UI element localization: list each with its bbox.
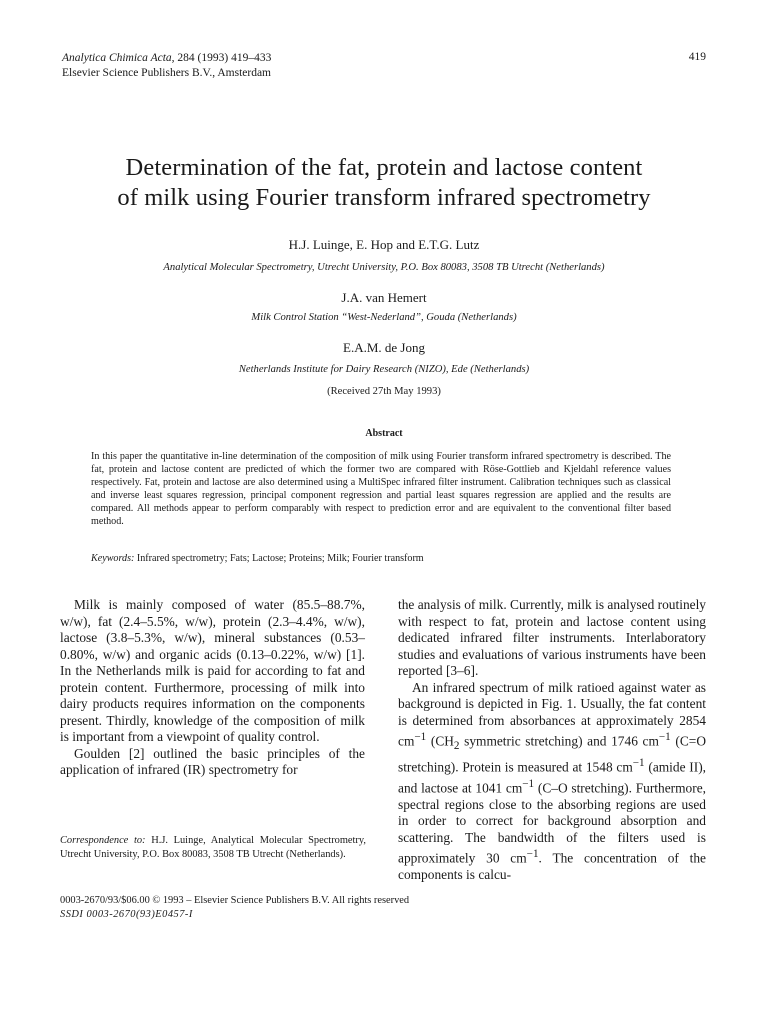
author-group-1: H.J. Luinge, E. Hop and E.T.G. Lutz	[288, 237, 480, 252]
superscript: −1	[414, 731, 427, 743]
keywords-line	[91, 553, 691, 564]
title-line-1: Determination of the fat, protein and lactose content	[125, 154, 643, 181]
author-group-3: E.A.M. de Jong	[343, 340, 425, 355]
subscript: 2	[453, 740, 460, 753]
abstract-heading: Abstract	[365, 428, 403, 439]
correspondence-label: Correspondence to:	[60, 835, 146, 846]
author-group-2: J.A. van Hemert	[341, 290, 427, 305]
body-paragraph: Milk is mainly composed of water (85.5–88.7%, w/w), fat (2.4–5.5%, w/w), protein (2.3–4.4%, w/w), lactose (3.8–5.3%, w/w), mineral substances (0.53–0.80%, w/w) and organic acids (0.13–0.22%, w/w) [1]. In the Netherlands milk is paid for according to fat and protein content. Furthermore, processing of milk into dairy products requires information on the components present. Thirdly, knowledge of the composition of milk is important from a viewpoint of quality control.	[60, 597, 365, 744]
affiliation-3: Netherlands Institute for Dairy Research (NIZO), Ede (Netherlands)	[238, 364, 530, 375]
received-date: (Received 27th May 1993)	[327, 386, 441, 397]
body-column-left	[60, 597, 365, 779]
body-paragraph: Goulden [2] outlined the basic principles of the application of infrared (IR) spectrometry for	[60, 745, 365, 777]
superscript: −1	[658, 731, 671, 743]
keywords-text: Infrared spectrometry; Fats; Lactose; Proteins; Milk; Fourier transform	[134, 553, 424, 564]
body-paragraph: the analysis of milk. Currently, milk is analysed routinely with respect to fat, protein and lactose content using dedicated infrared filter instruments. Interlaboratory studies and evaluations of various instruments have been reported [3–6].	[398, 597, 706, 678]
text-run: . The concentration of the components is calcu-	[398, 850, 706, 883]
correspondence-note	[60, 834, 366, 862]
text-run: (C=O stretching). Protein is measured at 1548 cm	[398, 733, 706, 775]
body-column-right	[398, 597, 706, 884]
abstract-text: In this paper the quantitative in-line determination of the composition of milk using Fourier transform infrared spectrometry is described. The fat, protein and lactose content are predicted of which the former two are compared with Röse-Gottlieb and Kjeldahl reference values respectively. Fat, protein and lactose are also determined using a MultiSpec infrared filter instrument. Calibration techniques such as classical and inverse least squares regression, principal component regression and partial least squares regression are applied and the results are compared. All methods appear to perform comparably with respect to prediction error and are equivalent to the conventional filter based method.	[91, 451, 671, 528]
affiliation-2: Milk Control Station “West-Nederland”, Gouda (Netherlands)	[251, 312, 517, 323]
title-line-2: of milk using Fourier transform infrared spectrometry	[117, 184, 651, 211]
journal-name: Analytica Chimica Acta,	[62, 52, 175, 64]
superscript: −1	[522, 777, 535, 790]
running-header	[62, 51, 271, 81]
copyright-footer	[60, 894, 409, 922]
page-number: 419	[688, 51, 706, 63]
article-title	[40, 153, 728, 213]
copyright-line: 0003-2670/93/$06.00 © 1993 – Elsevier Science Publishers B.V. All rights reserved	[60, 895, 410, 906]
publisher-line: Elsevier Science Publishers B.V., Amsterdam	[62, 67, 271, 79]
text-run: symmetric stretching) and 1746 cm	[459, 733, 659, 749]
text-run: (C–O stretching). Furthermore, spectral regions close to the absorbing regions are used in order to correct for background absorption and scattering. The bandwidth of the filters used is approximately 30 cm	[398, 780, 706, 866]
text-run: An infrared spectrum of milk ratioed against water as background is depicted in Fig. 1. Usually, the fat content is determined from absorbances at approximately 2854 cm	[398, 679, 706, 749]
journal-citation: 284 (1993) 419–433	[174, 52, 272, 64]
correspondence-text: H.J. Luinge, Analytical Molecular Spectrometry, Utrecht University, P.O. Box 80083, 3508 TB Utrecht (Netherlands).	[60, 835, 367, 860]
affiliation-1: Analytical Molecular Spectrometry, Utrecht University, P.O. Box 80083, 3508 TB Utrecht (Netherlands)	[163, 262, 605, 273]
keywords-label: Keywords:	[91, 553, 135, 564]
body-paragraph-spectrum	[398, 680, 706, 884]
text-run: (amide II), and lactose at 1041 cm	[398, 759, 706, 796]
ssdi-line: SSDI 0003-2670(93)E0457-I	[60, 909, 193, 920]
superscript: −1	[632, 756, 645, 769]
text-run: (CH	[426, 733, 454, 749]
superscript: −1	[526, 848, 539, 861]
